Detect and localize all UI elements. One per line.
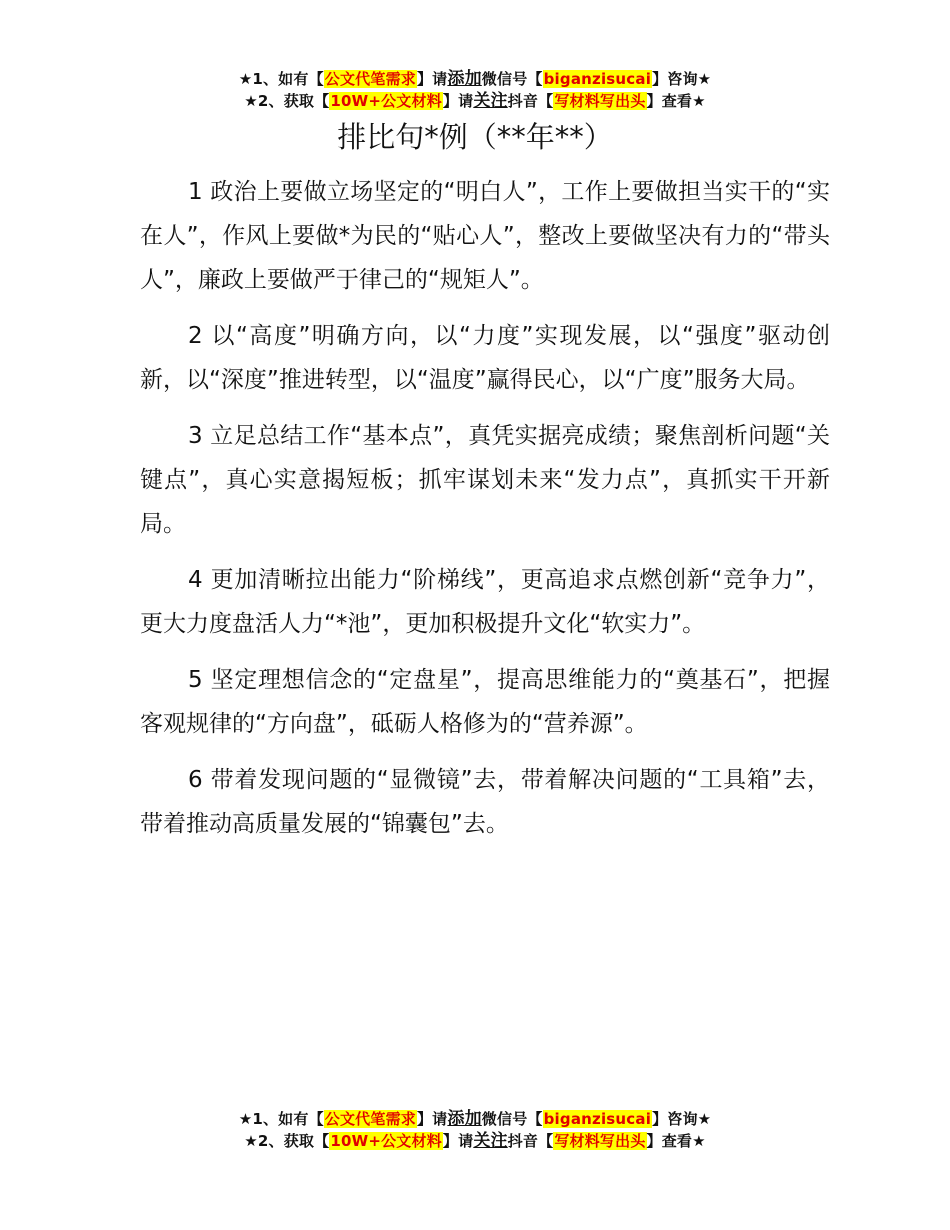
banner-line-1 (0, 1108, 950, 1130)
banner-underline: 关注 (473, 1131, 508, 1151)
banner-text: 抖音【 (507, 92, 554, 110)
banner-text: 】请 (416, 1110, 448, 1128)
banner-underline: 关注 (473, 91, 508, 111)
banner-text: ★2、获取【 (244, 92, 330, 110)
banner-highlight: 写材料写出头 (554, 92, 646, 110)
banner-line-1 (0, 68, 950, 90)
banner-text: 】请 (442, 1132, 474, 1150)
banner-text: 抖音【 (507, 1132, 554, 1150)
banner-text: 】咨询★ (652, 1110, 712, 1128)
banner-text: 】请 (416, 70, 448, 88)
footer-banner (0, 1108, 950, 1152)
banner-text: 微信号【 (481, 1110, 543, 1128)
header-banner (0, 68, 950, 112)
banner-highlight: 公文代笔需求 (324, 1110, 416, 1128)
banner-line-2 (0, 1130, 950, 1152)
paragraph-4: 4 更加清晰拉出能力“阶梯线”，更高追求点燃创新“竞争力”，更大力度盘活人力“*池”，更加积极提升文化“软实力”。 (140, 567, 830, 637)
paragraph-3: 3 立足总结工作“基本点”，真凭实据亮成绩；聚焦剖析问题“关键点”，真心实意揭短板；抓牢谋划未来“发力点”，真抓实干开新局。 (140, 423, 830, 537)
document-title: 排比句*例（**年**） (337, 120, 613, 154)
banner-text: ★2、获取【 (244, 1132, 330, 1150)
banner-highlight: biganzisucai (543, 1110, 652, 1128)
paragraph-1: 1 政治上要做立场坚定的“明白人”，工作上要做担当实干的“实在人”，作风上要做*为民的“贴心人”，整改上要做坚决有力的“带头人”，廉政上要做严于律己的“规矩人”。 (140, 179, 830, 293)
banner-text: 】查看★ (646, 92, 706, 110)
banner-underline: 添加 (447, 69, 482, 89)
banner-highlight: 写材料写出头 (554, 1132, 646, 1150)
banner-line-2 (0, 90, 950, 112)
paragraph-2: 2 以“高度”明确方向，以“力度”实现发展，以“强度”驱动创新，以“深度”推进转型，以“温度”赢得民心，以“广度”服务大局。 (140, 323, 830, 393)
paragraph-6: 6 带着发现问题的“显微镜”去，带着解决问题的“工具箱”去，带着推动高质量发展的“锦囊包”去。 (140, 767, 830, 837)
banner-text: ★1、如有【 (238, 1110, 324, 1128)
banner-highlight: 10W+公文材料 (330, 92, 442, 110)
banner-text: 】请 (442, 92, 474, 110)
banner-text: ★1、如有【 (238, 70, 324, 88)
banner-text: 】咨询★ (652, 70, 712, 88)
document-body (140, 170, 830, 858)
banner-highlight: 10W+公文材料 (330, 1132, 442, 1150)
banner-highlight: biganzisucai (543, 70, 652, 88)
banner-text: 微信号【 (481, 70, 543, 88)
banner-text: 】查看★ (646, 1132, 706, 1150)
banner-underline: 添加 (447, 1109, 482, 1129)
banner-highlight: 公文代笔需求 (324, 70, 416, 88)
paragraph-5: 5 坚定理想信念的“定盘星”，提高思维能力的“奠基石”，把握客观规律的“方向盘”，砥砺人格修为的“营养源”。 (140, 667, 830, 737)
